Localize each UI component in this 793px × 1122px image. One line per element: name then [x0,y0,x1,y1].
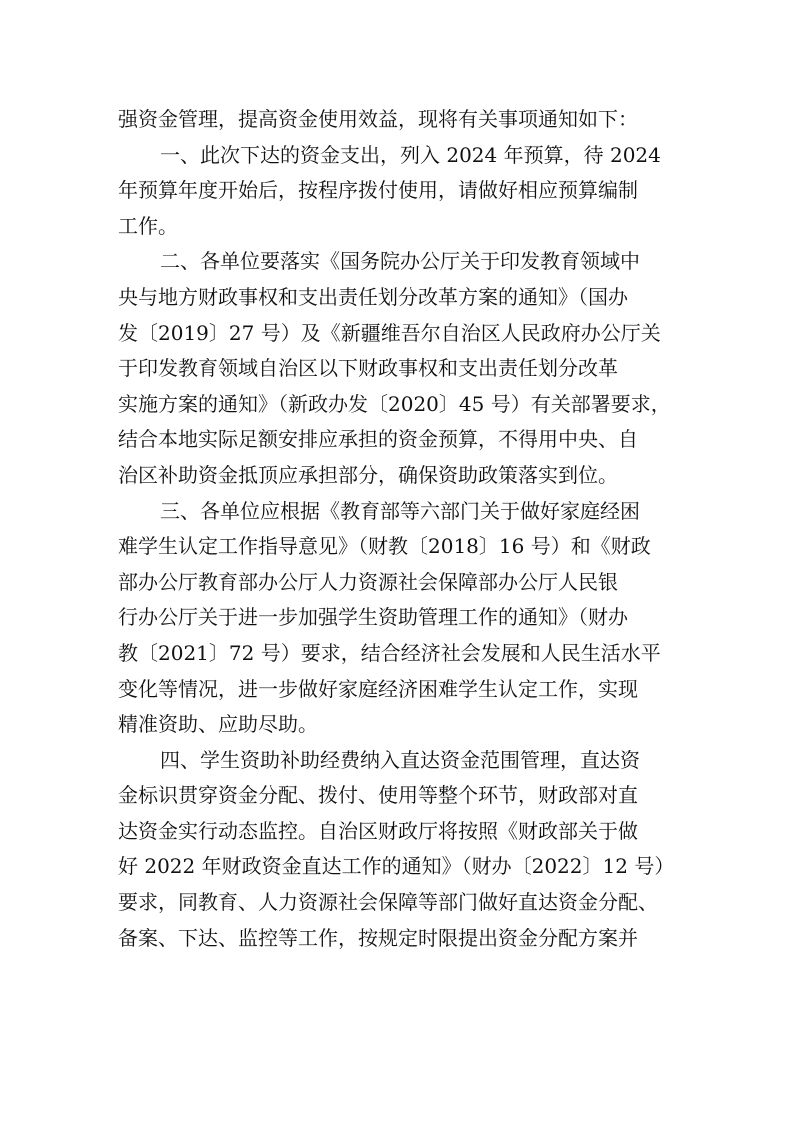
paragraph-continuation [118,102,683,138]
text-line: 精准资助、应助尽助。 [118,712,318,737]
text-line: 央与地方财政事权和支出责任划分改革方案的通知》（国办 [118,284,628,309]
text-line: 二、各单位要落实《国务院办公厅关于印发教育领域中 [160,249,640,274]
text-line: 一、此次下达的资金支出，列入 2024 年预算，待 2024 [160,142,661,167]
text-line: 治区补助资金抵顶应承担部分，确保资助政策落实到位。 [118,462,618,487]
text-line: 金标识贯穿资金分配、拨付、使用等整个环节，财政部对直 [118,783,638,808]
text-line: 备案、下达、监控等工作，按规定时限提出资金分配方案并 [118,925,638,950]
paragraph-item-3 [118,494,683,743]
paragraph-item-2 [118,244,683,493]
text-line: 要求，同教育、人力资源社会保障等部门做好直达资金分配、 [118,890,658,915]
text-line: 发〔2019〕27 号）及《新疆维吾尔自治区人民政府办公厅关 [118,320,661,345]
text-line: 工作。 [118,213,178,238]
document-body [118,102,683,956]
text-line: 年预算年度开始后，按程序拨付使用，请做好相应预算编制 [118,178,638,203]
text-line: 强资金管理，提高资金使用效益，现将有关事项通知如下： [118,107,638,131]
text-line: 教〔2021〕72 号）要求，结合经济社会发展和人民生活水平 [118,640,661,665]
text-line: 结合本地实际足额安排应承担的资金预算，不得用中央、自 [118,427,638,452]
text-line: 于印发教育领域自治区以下财政事权和支出责任划分改革 [118,356,618,381]
paragraph-item-4 [118,743,683,957]
text-line: 实施方案的通知》（新政办发〔2020〕45 号）有关部署要求， [118,391,671,416]
text-line: 难学生认定工作指导意见》（财教〔2018〕16 号）和《财政 [118,534,651,559]
text-line: 好 2022 年财政资金直达工作的通知》（财办〔2022〕12 号） [118,854,675,879]
text-line: 达资金实行动态监控。自治区财政厅将按照《财政部关于做 [118,818,638,843]
text-line: 行办公厅关于进一步加强学生资助管理工作的通知》（财办 [118,605,628,630]
text-line: 部办公厅教育部办公厅人力资源社会保障部办公厅人民银 [118,569,618,594]
paragraph-item-1 [118,138,683,245]
text-line: 三、各单位应根据《教育部等六部门关于做好家庭经困 [160,498,640,523]
text-line: 四、学生资助补助经费纳入直达资金范围管理，直达资 [160,747,640,772]
text-line: 变化等情况，进一步做好家庭经济困难学生认定工作，实现 [118,676,638,701]
